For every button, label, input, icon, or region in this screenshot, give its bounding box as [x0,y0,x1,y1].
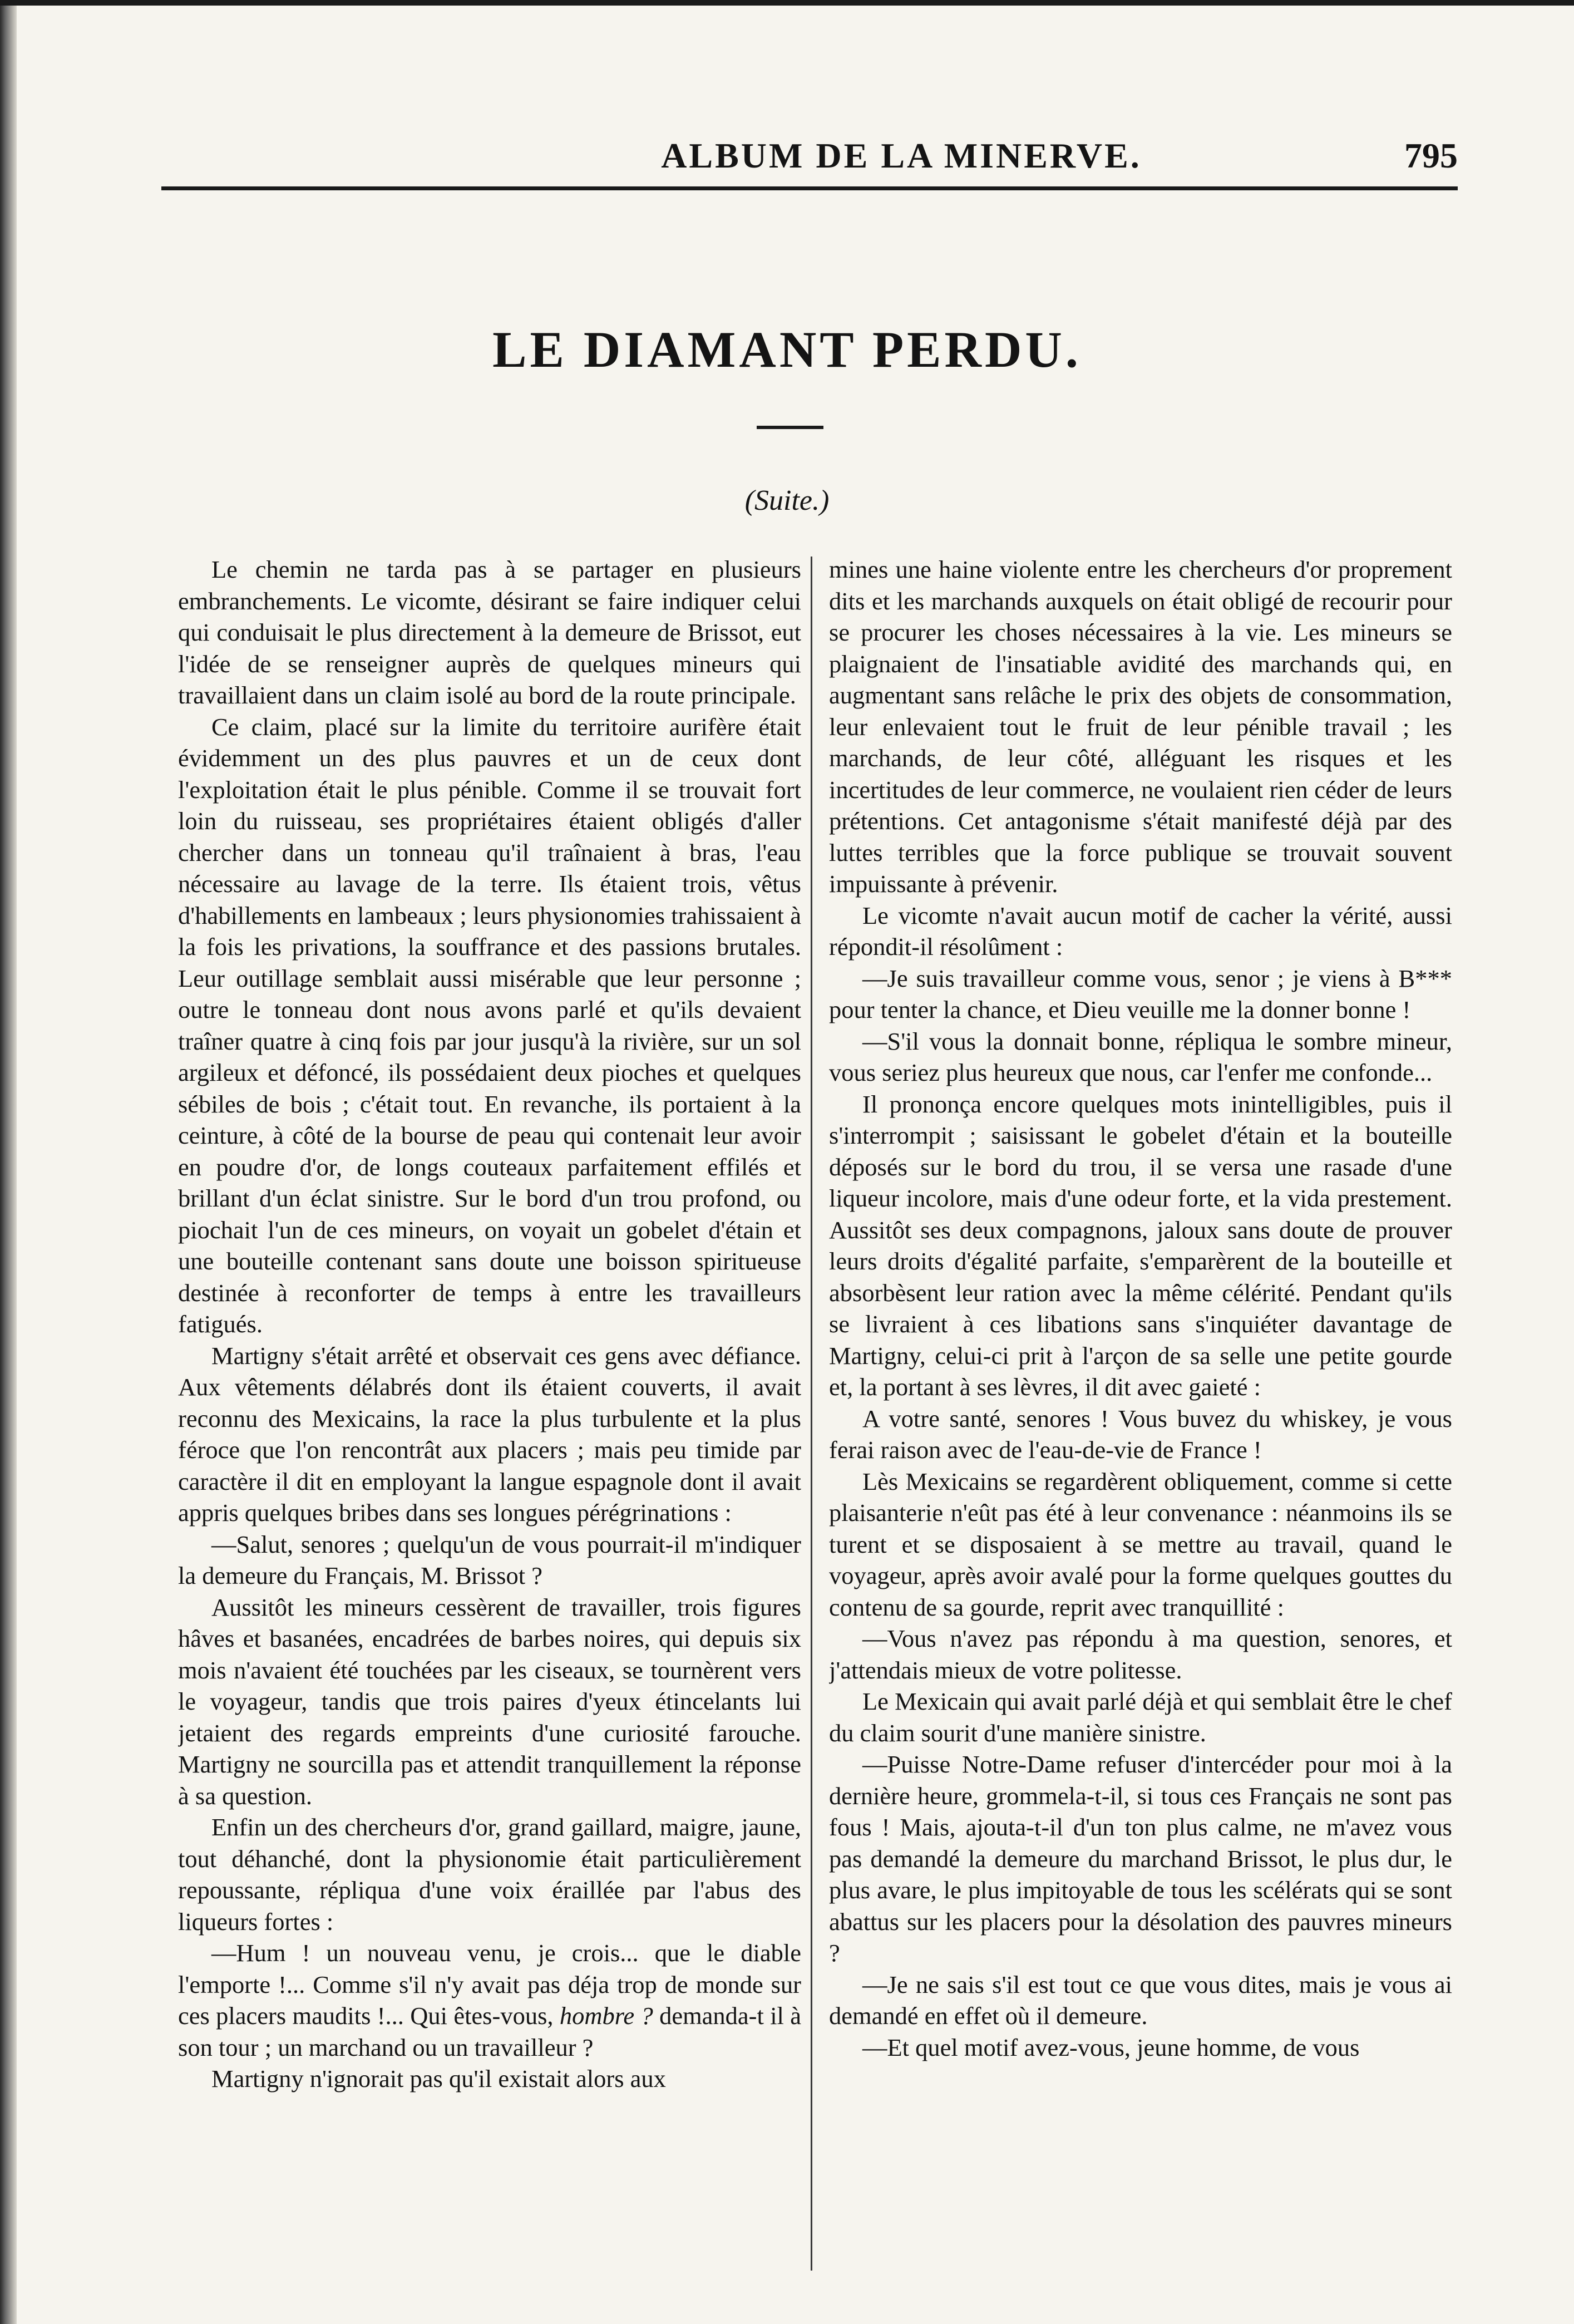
paragraph: Lès Mexicains se regardèrent obliquement, comme si cette plaisanterie n'eût pas été à leur convenance : néanmoins ils se turent et se disposaient à se mettre au travail, quand le voyageur, après avoir avalé pour la forme quelques gouttes du contenu de sa gourde, reprit avec tranquillité : [829,1467,1452,1621]
paragraph-text: demanda-t il à son tour ; un marchand ou un travailleur ? [178,2002,801,2061]
page-header [161,131,1458,181]
paragraph: —Je suis travailleur comme vous, senor ; je viens à B*** pour tenter la chance, et Dieu veuille me la donner bonne ! [829,964,1452,1023]
paragraph: —Et quel motif avez-vous, jeune homme, de vous [862,2033,1360,2061]
paragraph: Le vicomte n'avait aucun motif de cacher la vérité, aussi répondit-il résolûment : [829,901,1452,961]
paragraph: Martigny s'était arrêté et observait ces gens avec défiance. Aux vêtements délabrés dont ils étaient couverts, il avait reconnu des Mexicains, la race la plus turbulente et la plus féroce que l'on rencontrât aux placers ; mais peu timide par caractère il dit en employant la langue espagnole dont il avait appris quelques bribes dans ses longues pérégrinations : [178,1341,801,1527]
paragraph: Martigny n'ignorait pas qu'il existait alors aux [211,2065,666,2092]
paragraph: —S'il vous la donnait bonne, répliqua le sombre mineur, vous seriez plus heureux que nous, car l'enfer me confonde... [829,1027,1452,1086]
article-subtitle: (Suite.) [744,485,830,516]
paragraph: mines une haine violente entre les chercheurs d'or proprement dits et les marchands auxquels on était obligé de recourir pour se procurer les choses nécessaires à la vie. Les mineurs se plaignaient de l'insatiable avidité des marchands qui, en augmentant sans relâche le prix des objets de consommation, leur enlevaient tout le fruit de leur pénible travail ; les marchands, de leur côté, alléguant les risques et les incertitudes de leur commerce, ne voulaient rien céder de leurs prétentions. Cet antagonisme s'était manifesté déjà par des luttes terribles que la force publique se trouvait souvent impuissante à prévenir. [829,555,1452,898]
right-column [829,554,1452,2279]
paragraph: —Puisse Notre-Dame refuser d'intercéder pour moi à la dernière heure, grommela-t-il, si tous ces Français ne sont pas fous ! Mais, ajouta-t-il d'un ton plus calme, ne m'avez vous pas demandé la demeure du marchand Brissot, le plus dur, le plus avare, le plus impitoyable de tous les scélérats qui se sont abattus sur les placers pour la désolation des pauvres mineurs ? [829,1750,1452,1967]
paragraph: Aussitôt les mineurs cessèrent de travailler, trois figures hâves et basanées, encadrées de barbes noires, qui depuis six mois n'avaient été touchées par les ciseaux, se tournèrent vers le voyageur, tandis que trois paires d'yeux étincelants lui jetaient des regards empreints d'une curiosité farouche. Martigny ne sourcilla pas et attendit tranquillement la réponse à sa question. [178,1593,801,1810]
top-border-rule [0,0,1574,6]
paragraph [178,1937,801,2063]
paragraph: —Vous n'avez pas répondu à ma question, senores, et j'attendais mieux de votre politesse. [829,1624,1452,1684]
page-number: 795 [1404,136,1458,175]
article-title: LE DIAMANT PERDU. [492,321,1082,378]
paragraph: Ce claim, placé sur la limite du territoire aurifère était évidemment un des plus pauvres et un de ceux dont l'exploitation était le plus pénible. Comme il se trouvait fort loin du ruisseau, ses propriétaires étaient obligés d'aller chercher dans un tonneau qu'il traînaient à bras, l'eau nécessaire au lavage de la terre. Ils étaient trois, vêtus d'habillements en lambeaux ; leurs physionomies trahissaient à la fois les privations, la souffrance et des passions brutales. Leur outillage semblait aussi misérable que leur personne ; outre le tonneau dont nous avons parlé et qu'ils devaient traîner quatre à cinq fois par jour jusqu'à la rivière, sur un sol argileux et défoncé, ils possédaient deux pioches et quelques sébiles de bois ; c'était tout. En revanche, ils portaient à la ceinture, à côté de la bourse de peau qui contenait leur avoir en poudre d'or, de longs couteaux parfaitement effilés et brillant d'un éclat sinistre. Sur le bord d'un trou profond, ou piochait l'un de ces mineurs, on voyait un gobelet d'étain et une bouteille contenant sans doute une boisson spiritueuse destinée à reconforter de temps à entre les travailleurs fatigués. [178,712,801,1338]
paragraph: Le chemin ne tarda pas à se partager en plusieurs embranchements. Le vicomte, désirant se faire indiquer celui qui conduisait le plus directement à la demeure de Brissot, eut l'idée de se renseigner auprès de quelques mineurs qui travaillaient dans un claim isolé au bord de la route principale. [178,555,801,709]
paragraph-text: —Hum ! un nouveau venu, je crois... que le diable l'emporte !... Comme s'il n'y avait pas déja trop de monde sur ces placers maudits !... Qui êtes-vous, [178,1939,801,2030]
title-separator [757,426,823,429]
paragraph: Enfin un des chercheurs d'or, grand gaillard, maigre, jaune, tout déhanché, dont la physionomie était particulièrement repoussante, répliqua d'une voix éraillée par l'abus des liqueurs fortes : [178,1813,801,1936]
paragraph: —Je ne sais s'il est tout ce que vous dites, mais je vous ai demandé en effet où il demeure. [829,1970,1452,2030]
header-rule [161,186,1458,190]
paragraph: Le Mexicain qui avait parlé déjà et qui semblait être le chef du claim sourit d'une manière sinistre. [829,1687,1452,1747]
paragraph: A votre santé, senores ! Vous buvez du whiskey, je vous ferai raison avec de l'eau-de-vie de France ! [829,1404,1452,1464]
paragraph: —Salut, senores ; quelqu'un de vous pourrait-il m'indiquer la demeure du Français, M. Brissot ? [178,1530,801,1589]
left-column [178,554,801,2279]
column-divider [811,557,812,2271]
running-title: ALBUM DE LA MINERVE. [661,136,1142,175]
paragraph: Il prononça encore quelques mots inintelligibles, puis il s'interrompit ; saisissant le gobelet d'étain et la bouteille déposés sur le bord du trou, il se versa une rasade d'une liqueur incolore, mais d'une odeur forte, et la vida prestement. Aussitôt ses deux compagnons, jaloux sans doute de prouver leurs droits d'égalité parfaite, s'emparèrent de la bouteille et absorbèsent leur ration avec la même célérité. Pendant qu'ils se livraient à ces libations sans s'inquiéter davantage de Martigny, celui-ci prit à l'arçon de sa selle une petite gourde et, la portant à ses lèvres, il dit avec gaieté : [829,1090,1452,1401]
italic-word: hombre ? [559,2002,653,2030]
